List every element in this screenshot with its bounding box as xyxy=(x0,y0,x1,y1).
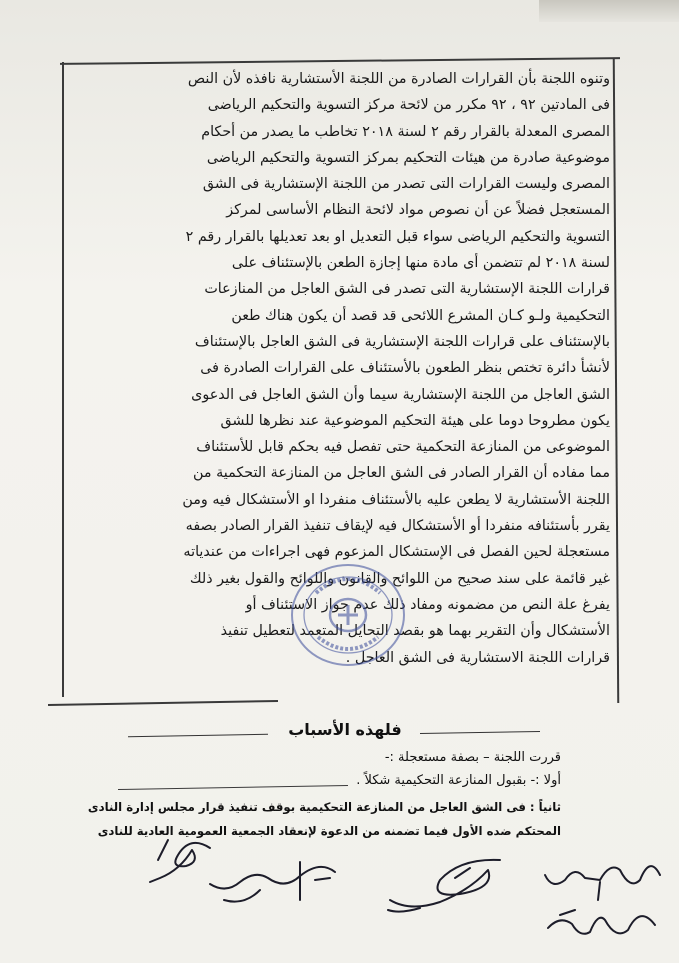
body-line: لسنة ٢٠١٨ لم تتضمن أى مادة منها إجازة الطعن بالإستئناف على xyxy=(231,255,610,272)
body-line: المصرى وليست القرارات التى تصدر من اللجنة الإستشارية فى الشق xyxy=(202,176,610,193)
body-line: الأستشكال وأن التقرير بهما هو بقصد التحايل المتعمد لتعطيل تنفيذ xyxy=(220,623,610,640)
signature-4 xyxy=(150,843,210,882)
decision-second-line1: ثانياً : فى الشق العاجل من المنازعة التحكيمية بوقف تنفيذ قرار مجلس إدارة النادى xyxy=(87,800,561,814)
body-line: الشق العاجل من اللجنة الإستشارية سيما وأن الشق العاجل فى الدعوى xyxy=(191,386,610,403)
frame-top-rule xyxy=(60,57,620,64)
heading-rule-right xyxy=(420,731,540,734)
body-line: وتنوه اللجنة بأن القرارات الصادرة من اللجنة الأستشارية نافذه لأن النص xyxy=(187,71,610,87)
body-line: قرارات اللجنة الإستشارية التى تصدر فى الشق العاجل من المنازعات xyxy=(204,281,610,298)
body-line: مما مفاده أن القرار الصادر فى الشق العاجل من المنازعة التحكمية من xyxy=(193,465,610,482)
body-line: المصرى المعدلة بالقرار رقم ٢ لسنة ٢٠١٨ تخاطب ما يصدر من أحكام xyxy=(201,123,610,140)
signature-3 xyxy=(210,867,335,889)
decision-second-line2: المحتكم ضده الأول فيما تضمنه من الدعوة لإنعقاد الجمعية العمومية العادية للنادى xyxy=(97,824,561,838)
body-line: يقرر بأستئنافه منفردا أو الأستشكال فيه لإيقاف تنفيذ القرار الصادر بصفه xyxy=(185,518,610,535)
body-line: غير قائمة على سند صحيح من اللوائح والقانون واللوائح والقول بغير ذلك xyxy=(189,570,610,587)
body-line: اللجنة الأستشارية لا يطعن عليه بالأستئناف منفردا او الأستشكال فيه ومن xyxy=(182,491,610,508)
heading-rule-left xyxy=(128,734,268,738)
frame-right-rule xyxy=(613,58,619,703)
signature-2 xyxy=(390,860,500,907)
section-heading: فلهذه الأسباب xyxy=(288,720,402,739)
body-line: يفرغ علة النص من مضمونه ومفاد ذلك عدم جواز الاستئناف أو xyxy=(245,596,610,613)
body-line: لأنشأ دائرة تختص بنظر الطعون بالأستئناف على القرارات الصادرة فى xyxy=(200,360,610,377)
body-line: يكون مطروحا دوما على هيئة التحكيم الموضوعية عند نظرها للشق xyxy=(220,412,610,429)
body-line: قرارات اللجنة الاستشارية فى الشق العاجل . xyxy=(345,649,610,666)
frame-left-rule xyxy=(62,62,64,697)
signature-1b xyxy=(548,916,655,934)
body-line: التسوية والتحكيم الرياضى سواء قبل التعديل او بعد تعديلها بالقرار رقم ٢ xyxy=(185,228,610,245)
body-line: فى المادتين ٩٢ ، ٩٢ مكرر من لائحة مركز التسوية والتحكيم الرياضى xyxy=(207,97,610,114)
decision-first: أولا :- بقبول المنازعة التحكيمية شكلاً . xyxy=(356,773,561,788)
body-line: التحكيمية ولـو كـان المشرع اللائحى قد قصد أن يكون هناك طعن xyxy=(231,307,610,324)
paper-corner xyxy=(539,0,679,22)
decision-first-rule xyxy=(118,785,348,790)
official-stamp xyxy=(288,555,408,675)
body-line: المستعجل فضلاً عن أن نصوص مواد لائحة النظام الأساسى لمركز xyxy=(226,202,610,219)
signatures xyxy=(0,820,679,963)
frame-bottom-rule xyxy=(48,700,278,706)
body-line: مستعجلة لحين الفصل فى الإستشكال المزعوم فهى اجراءات من عندياته xyxy=(183,544,610,561)
body-line: بالإستئناف على قرارات اللجنة الإستشارية فى الشق العاجل بالإستئناف xyxy=(194,333,610,350)
decision-intro: قررت اللجنة – بصفة مستعجلة :- xyxy=(384,750,561,765)
body-line: الموضوعى من المنازعة التحكمية حتى تفصل فيه بحكم قابل للأستئناف xyxy=(196,439,610,456)
body-line: موضوعية صادرة من هيئات التحكيم بمركز التسوية والتحكيم الرياضى xyxy=(206,149,610,166)
signature-1 xyxy=(545,866,660,884)
